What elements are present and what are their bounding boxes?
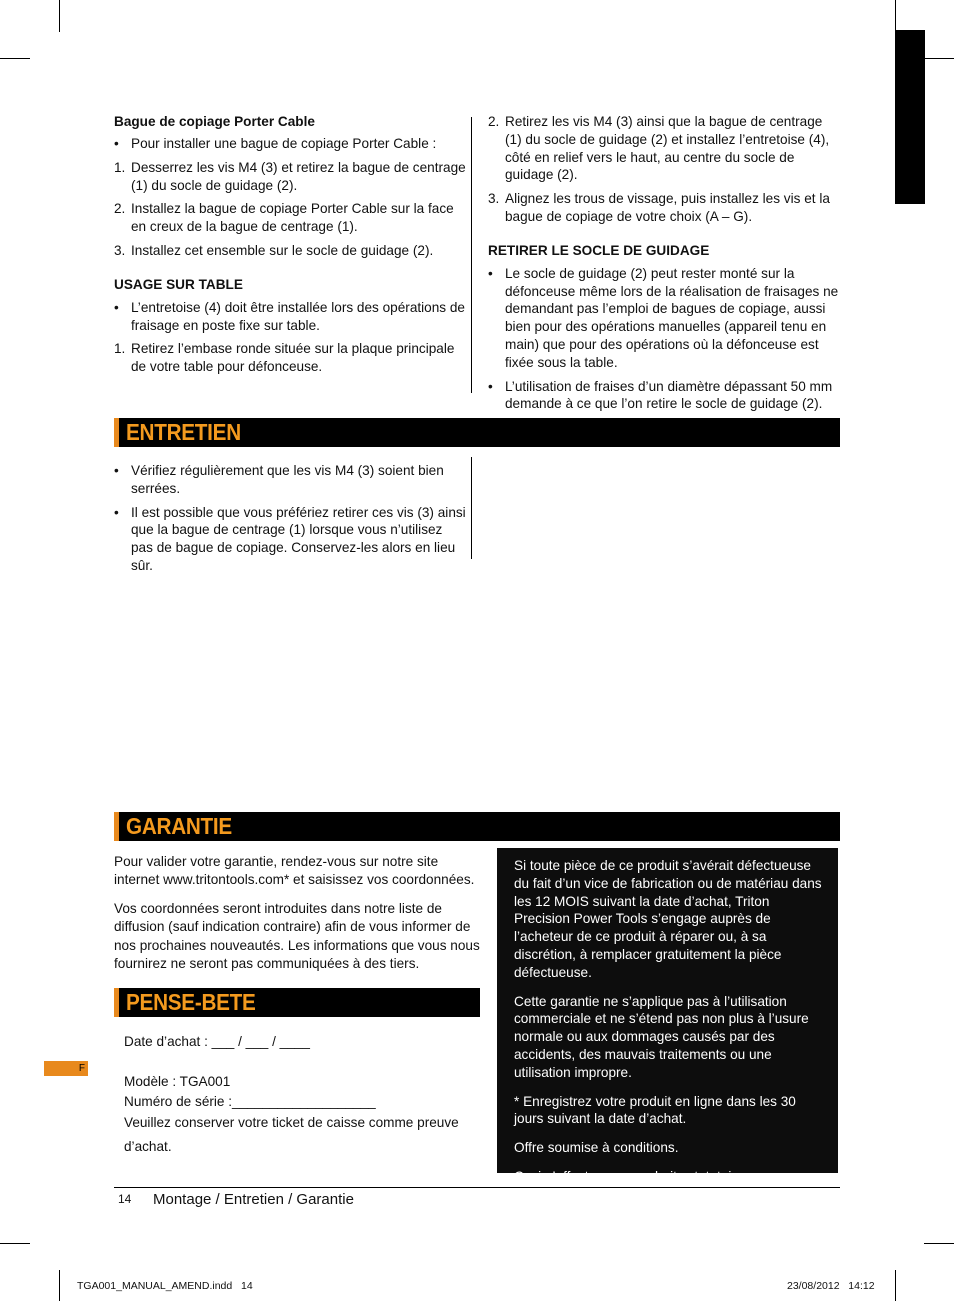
crop-mark: [924, 58, 954, 59]
header-accent: [114, 988, 119, 1017]
warranty-paragraph: Si toute pièce de ce produit s’avérait défectueuse du fait d’un vice de fabrication ou de matériau dans les 12 MOIS suivant la date d’achat, Triton Precision Power Tools s’engage auprès de l’acheteur de ce produit à réparer ou, à sa discrétion, à remplacer gratuitement la pièce défectueuse.: [514, 858, 822, 980]
list-item: 1. Desserrez les vis M4 (3) et retirez la bague de centrage (1) du socle de guidage (2).: [114, 159, 466, 193]
crop-mark: [59, 1270, 60, 1301]
heading-table-use: USAGE SUR TABLE: [114, 276, 243, 292]
section-title: PENSE-BETE: [126, 989, 256, 1015]
footer-rule: [114, 1187, 840, 1188]
list-item: • Vérifiez régulièrement que les vis M4 (3) soient bien serrées.: [114, 463, 444, 496]
bullet-icon: •: [114, 463, 119, 478]
footer-section: Montage / Entretien / Garantie: [153, 1191, 354, 1208]
heading-remove-guide: RETIRER LE SOCLE DE GUIDAGE: [488, 242, 710, 258]
warranty-paragraph: Ceci n’affecte pas vos droits statutaires: [514, 1168, 751, 1184]
warranty-paragraph: Offre soumise à conditions.: [514, 1140, 679, 1156]
slug-datetime: 23/08/2012 14:12: [787, 1280, 875, 1292]
section-title: GARANTIE: [126, 813, 232, 839]
bullet-icon: •: [114, 136, 119, 151]
crop-mark: [59, 0, 60, 32]
warranty-paragraph: Cette garantie ne s’applique pas à l’utilisation commerciale et ne s’étend pas non plus à l’usure normale ou aux dommages causés par des accidents, des mauvais traitements ou une utilisation impropre.: [514, 993, 809, 1080]
warranty-paragraph: * Enregistrez votre produit en ligne dans les 30 jours suivant la date d’achat.: [514, 1093, 796, 1127]
list-item: • L’entretoise (4) doit être installée lors des opérations de fraisage en poste fixe sur table.: [114, 299, 465, 333]
garantie-header: [114, 812, 840, 841]
pense-bete-receipt: Veuillez conserver votre ticket de caisse comme preuve d’achat.: [124, 1115, 459, 1154]
header-accent: [114, 812, 119, 841]
garantie-paragraph: Vos coordonnées seront introduites dans notre liste de diffusion (sauf indication contraire) afin de vous informer de nos prochaines nouveautés. Les informations que vous nous fournirez ne seront pas communiquées à des tiers.: [114, 900, 480, 972]
heading-porter-cable: Bague de copiage Porter Cable: [114, 114, 315, 129]
crop-mark: [924, 1243, 954, 1244]
list-item: 2. Installez la bague de copiage Porter Cable sur la face en creux de la bague de centrage (1).: [114, 201, 454, 235]
list-item: 3. Alignez les trous de vissage, puis installez les vis et la bague de copiage de votre choix (A – G).: [488, 191, 830, 224]
section-title: ENTRETIEN: [126, 419, 241, 445]
language-tab: [44, 1061, 88, 1076]
garantie-text: [114, 853, 480, 974]
list-item: • Le socle de guidage (2) peut rester monté sur la défonceuse même lors de la réalisation de fraisages ne demandant pas l’emploi de bagues de copiage, aussi bien pour des opérations manuelles (appareil tenu en main) que pour des opérations où la défonceuse est fixée sous la table.: [488, 265, 839, 370]
entretien-header: [114, 418, 840, 447]
crop-mark: [0, 58, 30, 59]
crop-mark: [895, 0, 896, 32]
pense-bete-serial: Numéro de série :___________________: [124, 1094, 376, 1109]
bullet-icon: •: [488, 265, 493, 281]
bullet-icon: •: [488, 378, 493, 394]
left-column-top: [114, 113, 466, 376]
list-item: • L’utilisation de fraises d’un diamètre dépassant 50 mm demande à ce que l’on retire le socle de guidage (2).: [488, 378, 833, 412]
column-divider: [471, 457, 472, 559]
crop-mark: [895, 1270, 896, 1301]
list-item: • Pour installer une bague de copiage Porter Cable :: [114, 136, 437, 151]
header-accent: [114, 418, 119, 447]
list-item: 3. Installez cet ensemble sur le socle de guidage (2).: [114, 242, 434, 258]
entretien-content: [114, 462, 466, 575]
pense-bete-model: Modèle : TGA001: [124, 1074, 231, 1089]
bullet-icon: •: [114, 504, 119, 520]
pense-bete-header: [114, 988, 480, 1017]
pense-bete-date: Date d’achat : ___ / ___ / ____: [124, 1034, 310, 1049]
garantie-paragraph: Pour valider votre garantie, rendez-vous sur notre site internet www.tritontools.com* et saisissez vos coordonnées.: [114, 854, 475, 887]
page-number: 14: [118, 1192, 132, 1206]
language-label: F: [78, 1063, 85, 1074]
list-item: 1. Retirez l’embase ronde située sur la plaque principale de votre table pour défonceuse.: [114, 341, 455, 375]
column-divider: [471, 117, 472, 393]
crop-mark: [0, 1243, 30, 1244]
list-item: 2. Retirez les vis M4 (3) ainsi que la bague de centrage (1) du socle de guidage (2) et installez l’entretoise (4), côté en relief vers le haut, au centre du socle de guidage (2).: [488, 114, 830, 183]
list-item: • Il est possible que vous préfériez retirer ces vis (3) ainsi que la bague de centrage (1) lorsque vous n’utilisez pas de bague de copiage. Conservez-les alors en lieu sûr.: [114, 504, 466, 573]
bullet-icon: •: [114, 299, 119, 315]
slug-file: TGA001_MANUAL_AMEND.indd 14: [77, 1280, 253, 1292]
thumb-tab: [895, 30, 925, 204]
warranty-box: [497, 848, 838, 1184]
right-column-top: [488, 113, 840, 413]
